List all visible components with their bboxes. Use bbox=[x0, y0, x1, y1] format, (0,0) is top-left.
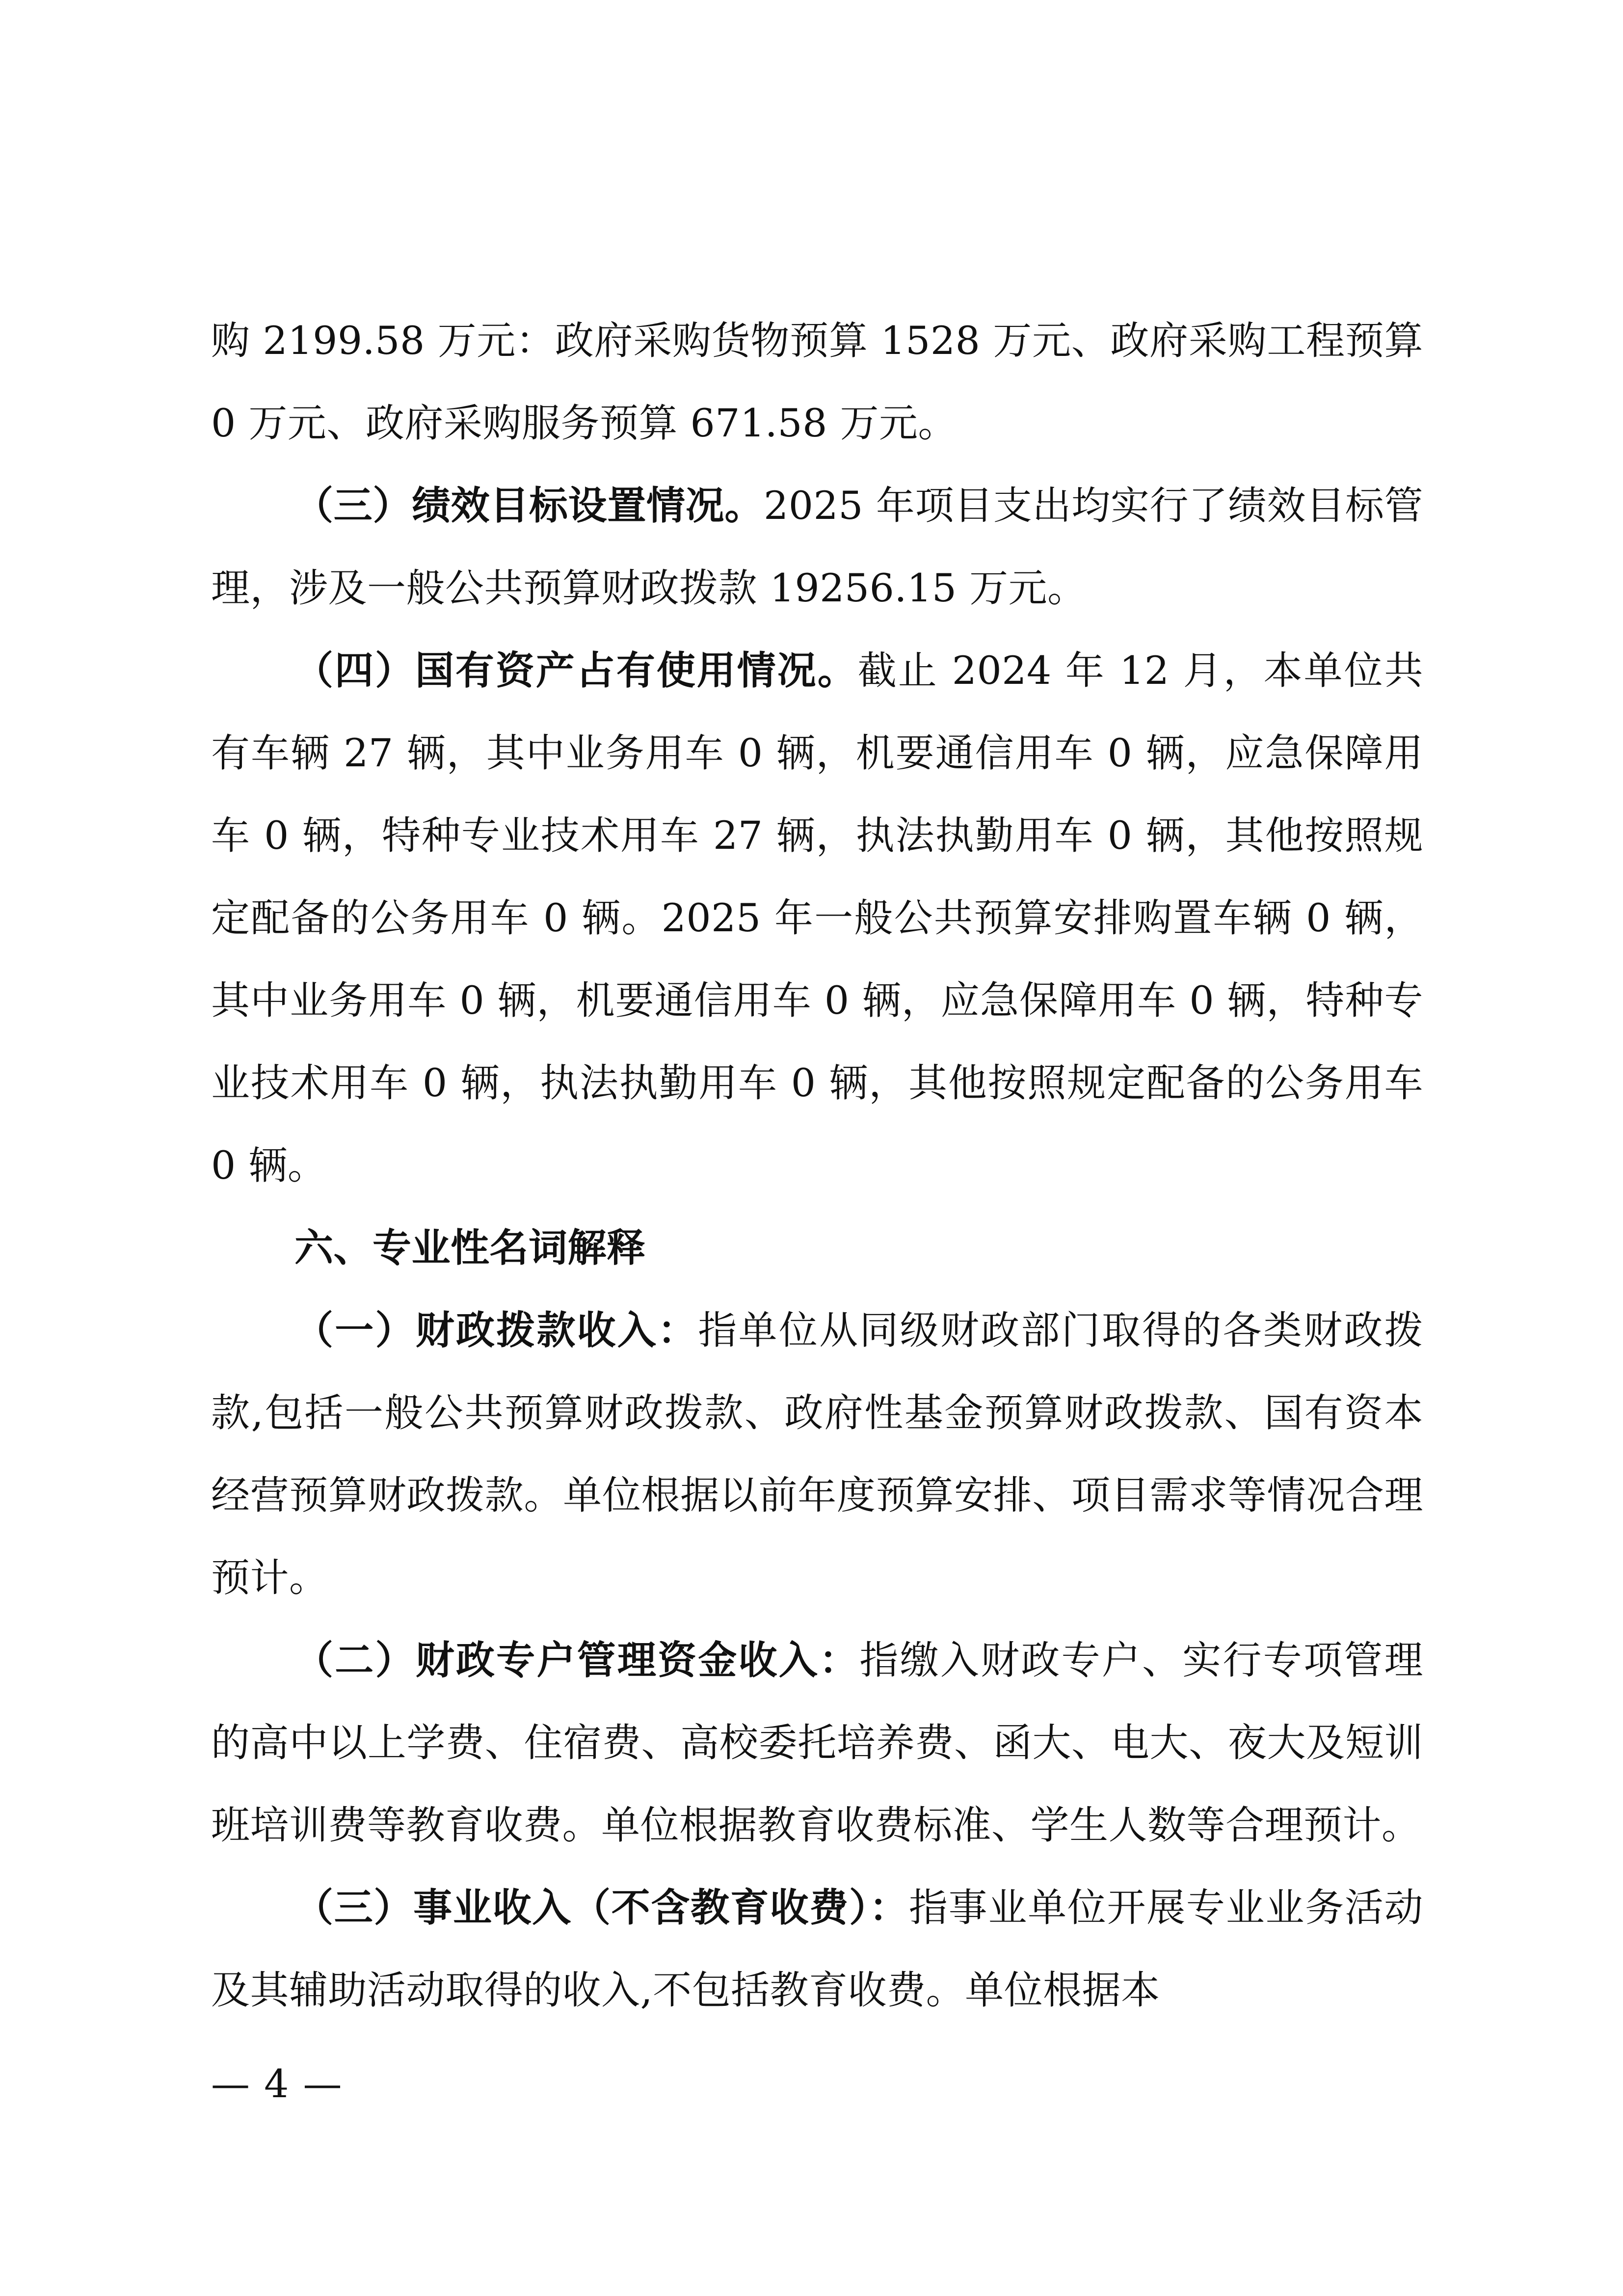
paragraph-business-income-body: 指事业单位开展专业业务活动及其辅助活动取得的收入,不包括教育收费。单位根据本 bbox=[211, 1885, 1424, 2013]
paragraph-special-account-income bbox=[211, 1619, 1423, 1866]
document-body bbox=[211, 299, 1423, 2031]
paragraph-state-assets bbox=[211, 629, 1423, 1207]
paragraph-fiscal-appropriation-income-lead: （一）财政拨款收入： bbox=[294, 1308, 698, 1353]
paragraph-fiscal-appropriation-income-body: 指单位从同级财政部门取得的各类财政拨款,包括一般公共预算财政拨款、政府性基金预算财政拨款、国有资本经营预算财政拨款。单位根据以前年度预算安排、项目需求等情况合理预计。 bbox=[211, 1308, 1424, 1600]
page-number: — 4 — bbox=[211, 2061, 343, 2107]
paragraph-business-income bbox=[211, 1866, 1423, 2031]
paragraph-fiscal-appropriation-income bbox=[211, 1289, 1423, 1619]
paragraph-performance-targets-body: 2025 年项目支出均实行了绩效目标管理，涉及一般公共预算财政拨款 19256.15 万元。 bbox=[211, 483, 1423, 611]
paragraph-performance-targets bbox=[211, 464, 1423, 629]
paragraph-performance-targets-lead: （三）绩效目标设置情况。 bbox=[294, 483, 764, 528]
paragraph-state-assets-body: 截止 2024 年 12 月，本单位共有车辆 27 辆，其中业务用车 0 辆，机要通信用车 0 辆，应急保障用车 0 辆，特种专业技术用车 27 辆，执法执勤用车 0 辆，其他按照规定配备的公务用车 0 辆。2025 年一般公共预算安排购置车辆 0 辆，其中业务用车 0 辆，机要通信用车 0 辆，应急保障用车 0 辆，特种专业技术用车 0 辆，执法执勤用车 0 辆，其他按照规定配备的公务用车 0 辆。 bbox=[211, 648, 1423, 1188]
section-heading-terms: 六、专业性名词解释 bbox=[294, 1225, 646, 1270]
paragraph-special-account-income-body: 指缴入财政专户、实行专项管理的高中以上学费、住宿费、高校委托培养费、函大、电大、夜大及短训班培训费等教育收费。单位根据教育收费标准、学生人数等合理预计。 bbox=[211, 1638, 1424, 1848]
paragraph-business-income-lead: （三）事业收入（不含教育收费）： bbox=[294, 1885, 909, 1930]
paragraph-special-account-income-lead: （二）财政专户管理资金收入： bbox=[294, 1638, 860, 1683]
paragraph-procurement-text: 购 2199.58 万元：政府采购货物预算 1528 万元、政府采购工程预算 0 万元、政府采购服务预算 671.58 万元。 bbox=[211, 318, 1423, 446]
paragraph-procurement bbox=[211, 299, 1423, 464]
paragraph-state-assets-lead: （四）国有资产占有使用情况。 bbox=[294, 648, 858, 693]
